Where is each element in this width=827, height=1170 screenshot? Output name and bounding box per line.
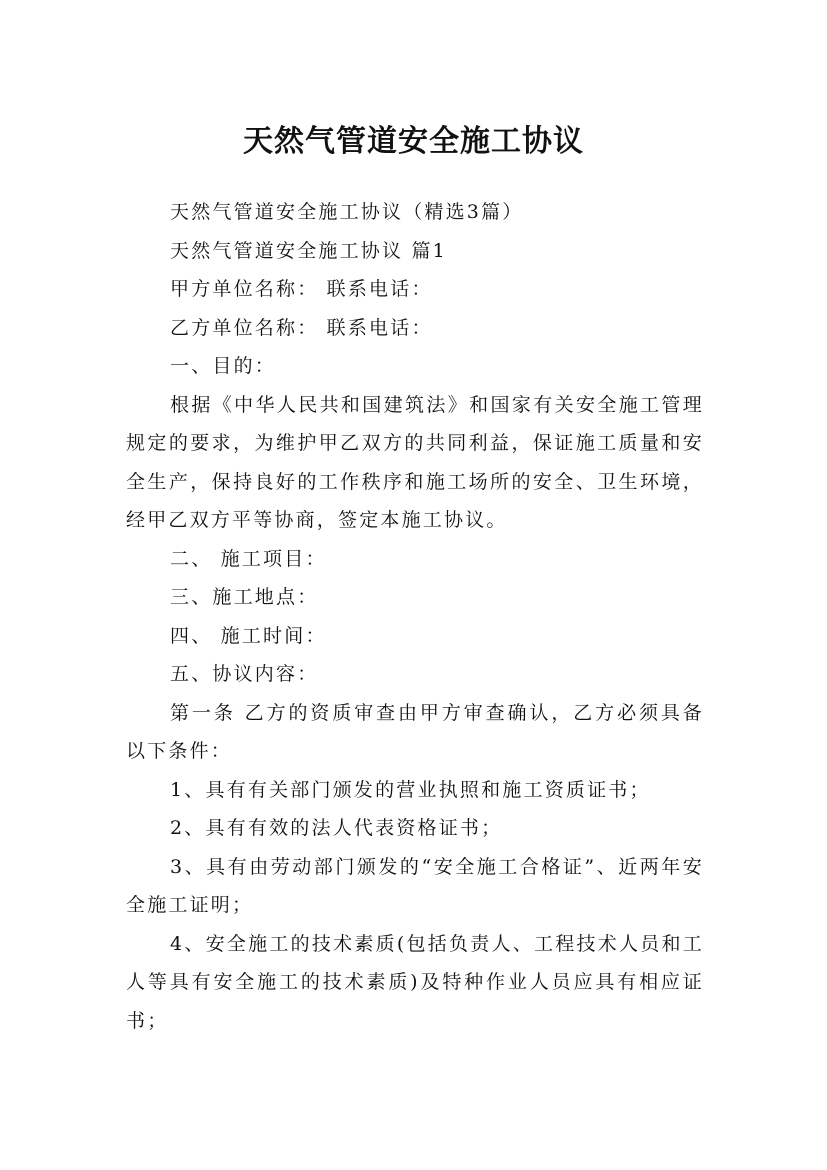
section-heading-location: 三、施工地点： <box>170 586 319 608</box>
article-heading: 天然气管道安全施工协议 篇1 <box>170 239 447 262</box>
article-one-paragraph: 第一条 乙方的资质审查由甲方审查确认，乙方必须具备以下条件： <box>126 701 704 762</box>
condition-item-4: 4、安全施工的技术素质(包括负责人、工程技术人员和工人等具有安全施工的技术素质)及特种作业人员应具有相应证书； <box>126 932 704 1032</box>
section-heading-project: 二、 施工项目： <box>170 547 327 570</box>
document-title: 天然气管道安全施工协议 <box>243 124 584 160</box>
section-heading-content: 五、协议内容： <box>170 663 319 685</box>
purpose-paragraph: 根据《中华人民共和国建筑法》和国家有关安全施工管理规定的要求，为维护甲乙双方的共同利益，保证施工质量和安全生产，保持良好的工作秩序和施工场所的安全、卫生环境，经甲乙双方平等协商，签定本施工协议。 <box>126 393 704 531</box>
party-a-line: 甲方单位名称： 联系电话： <box>170 278 433 300</box>
collection-title: 天然气管道安全施工协议（精选3篇） <box>170 201 524 223</box>
document-body <box>126 193 704 1040</box>
condition-item-1: 1、具有有关部门颁发的营业执照和施工资质证书； <box>170 778 651 801</box>
party-b-line: 乙方单位名称： 联系电话： <box>170 316 433 339</box>
section-heading-time: 四、 施工时间： <box>170 624 327 647</box>
condition-item-3: 3、具有由劳动部门颁发的“安全施工合格证”、近两年安全施工证明； <box>126 855 704 916</box>
section-heading-purpose: 一、目的： <box>170 355 277 377</box>
condition-item-2: 2、具有有效的法人代表资格证书； <box>170 817 503 839</box>
